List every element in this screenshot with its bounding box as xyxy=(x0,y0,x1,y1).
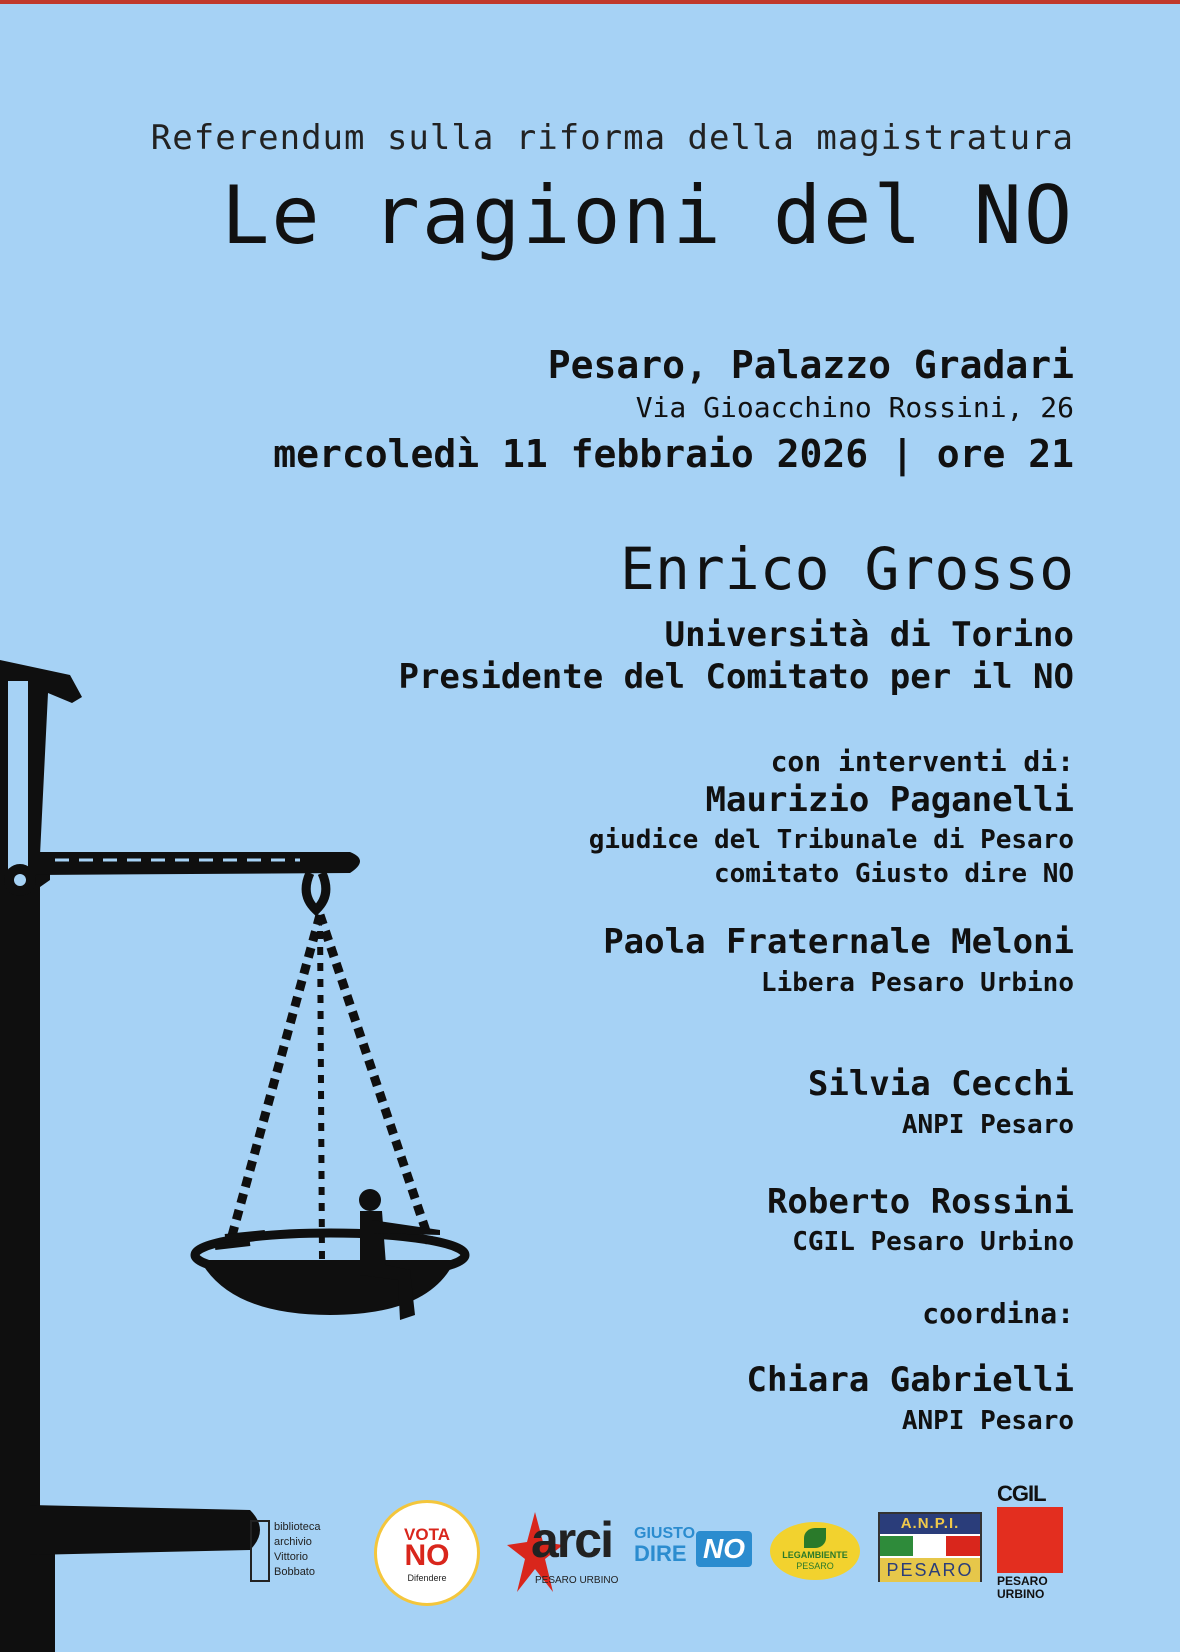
participant-name: Paola Fraternale Meloni xyxy=(603,922,1074,962)
main-speaker-name: Enrico Grosso xyxy=(620,535,1074,603)
logo-text: Difendere xyxy=(407,1573,447,1583)
logo-text: Vittorio xyxy=(274,1551,309,1563)
logo-text: biblioteca xyxy=(274,1521,321,1533)
address: Via Gioacchino Rossini, 26 xyxy=(635,391,1074,424)
anpi-logo xyxy=(878,1512,982,1582)
participant-role: CGIL Pesaro Urbino xyxy=(792,1227,1074,1257)
venue: Pesaro, Palazzo Gradari xyxy=(547,343,1074,387)
biblioteca-bobbato-logo xyxy=(250,1520,348,1582)
interventions-label: con interventi di: xyxy=(770,745,1074,778)
logo-text: PESARO xyxy=(880,1558,980,1582)
legambiente-logo xyxy=(770,1522,860,1580)
logo-text: GIUSTO xyxy=(634,1525,696,1542)
logo-text: CGIL xyxy=(997,1481,1046,1506)
book-shelf-icon xyxy=(250,1520,270,1582)
event-date: mercoledì 11 febbraio 2026 | ore 21 xyxy=(273,432,1074,476)
leaf-icon xyxy=(804,1528,826,1548)
logo-text: DIRE xyxy=(634,1541,687,1566)
participant-role: giudice del Tribunale di Pesaro xyxy=(588,825,1074,855)
logo-text: NO xyxy=(696,1531,752,1567)
arci-logo xyxy=(505,1507,635,1607)
flag-stripe xyxy=(913,1536,946,1556)
logo-text: PESARO URBINO xyxy=(997,1574,1048,1601)
event-title: Le ragioni del NO xyxy=(221,169,1074,262)
main-speaker-role: Presidente del Comitato per il NO xyxy=(398,657,1074,697)
logo-text: PESARO xyxy=(796,1561,834,1571)
logo-text: A.N.P.I. xyxy=(880,1514,980,1534)
logo-text: VOTA xyxy=(404,1525,450,1544)
participant-role: ANPI Pesaro xyxy=(901,1110,1074,1140)
participant-name: Maurizio Paganelli xyxy=(705,780,1074,820)
vota-no-logo xyxy=(374,1500,480,1606)
cgil-logo xyxy=(997,1481,1063,1599)
main-speaker-affiliation: Università di Torino xyxy=(664,615,1074,655)
logo-text: archivio xyxy=(274,1536,312,1548)
top-border xyxy=(0,0,1180,4)
sponsor-logos xyxy=(250,1481,1080,1615)
red-square-icon xyxy=(997,1507,1063,1573)
event-subtitle: Referendum sulla riforma della magistratura xyxy=(150,118,1074,158)
logo-text: PESARO URBINO xyxy=(535,1575,619,1586)
participant-name: Roberto Rossini xyxy=(766,1182,1074,1222)
flag-stripe xyxy=(880,1536,913,1556)
logo-text: Bobbato xyxy=(274,1566,315,1578)
logo-text: NO xyxy=(404,1539,450,1572)
participant-name: Silvia Cecchi xyxy=(807,1064,1074,1104)
flag-stripe xyxy=(946,1536,980,1556)
coordinator-name: Chiara Gabrielli xyxy=(746,1360,1074,1400)
coordinator-role: ANPI Pesaro xyxy=(901,1406,1074,1436)
logo-text: LEGAMBIENTE xyxy=(782,1550,848,1560)
giusto-dire-no-logo xyxy=(634,1525,754,1575)
participant-role: comitato Giusto dire NO xyxy=(713,859,1074,889)
logo-text: arci xyxy=(531,1512,612,1568)
participant-role: Libera Pesaro Urbino xyxy=(760,968,1074,998)
coordinator-label: coordina: xyxy=(922,1297,1074,1330)
